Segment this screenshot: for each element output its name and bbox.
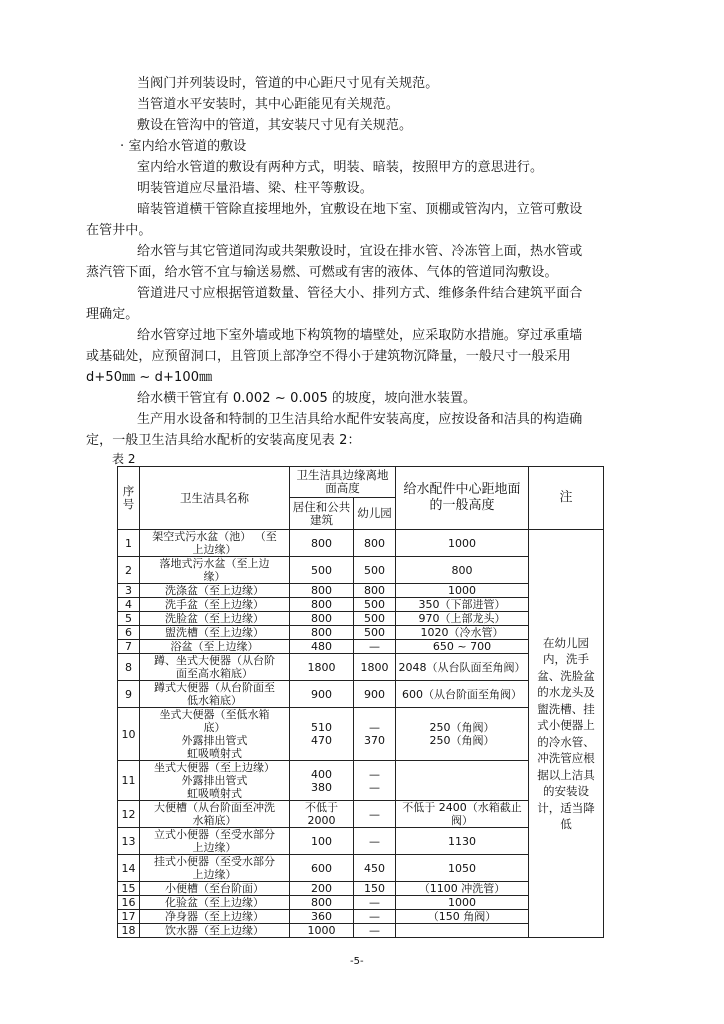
cell-kindergarten-height: — xyxy=(354,801,396,828)
cell-kindergarten-height: 500 xyxy=(354,598,396,612)
cell-residential-height: 900 xyxy=(290,681,354,708)
cell-fixture-name: 落地式污水盆（至上边 缘） xyxy=(140,557,290,584)
paragraph-line: 在管井中。 xyxy=(86,223,152,238)
cell-fitting-height: 1000 xyxy=(396,584,529,598)
table-caption: 表 2 xyxy=(112,452,136,466)
cell-seq: 13 xyxy=(118,828,140,855)
paragraph-line: 室内给水管道的敷设有两种方式，明装、暗装，按照甲方的意思进行。 xyxy=(137,160,544,175)
paragraph-line: 当管道水平安装时，其中心距能见有关规范。 xyxy=(137,97,400,112)
cell-fitting-height: 1050 xyxy=(396,855,529,882)
section-heading: · 室内给水管道的敷设 xyxy=(120,139,247,154)
cell-residential-height: 400 380 xyxy=(290,761,354,801)
paragraph-line: 生产用水设备和特制的卫生洁具给水配件安装高度，应按设备和洁具的构造确 xyxy=(137,412,583,427)
cell-fixture-name: 小便槽（至台阶面） xyxy=(140,882,290,896)
cell-kindergarten-height: 500 xyxy=(354,612,396,626)
cell-residential-height: 1800 xyxy=(290,654,354,681)
cell-residential-height: 360 xyxy=(290,910,354,924)
cell-fixture-name: 坐式大便器（至低水箱 底） 外露排出管式 虹吸喷射式 xyxy=(140,708,290,761)
cell-residential-height: 500 xyxy=(290,557,354,584)
fixture-height-table xyxy=(117,466,604,938)
cell-kindergarten-height: — xyxy=(354,924,396,938)
cell-kindergarten-height: — xyxy=(354,910,396,924)
cell-residential-height: 200 xyxy=(290,882,354,896)
cell-kindergarten-height: — xyxy=(354,828,396,855)
paragraph-line: 蒸汽管下面，给水管不宜与输送易燃、可燃或有害的液体、气体的管道同沟敷设。 xyxy=(86,265,558,280)
cell-seq: 15 xyxy=(118,882,140,896)
cell-fixture-name: 饮水器（至上边缘） xyxy=(140,924,290,938)
cell-fitting-height: 650 ~ 700 xyxy=(396,640,529,654)
cell-fitting-height xyxy=(396,924,529,938)
cell-fitting-height: （150 角阀） xyxy=(396,910,529,924)
cell-fitting-height: 970（上部龙头） xyxy=(396,612,529,626)
cell-seq: 5 xyxy=(118,612,140,626)
paragraph-line: 当阀门并列装设时，管道的中心距尺寸见有关规范。 xyxy=(137,76,439,91)
cell-seq: 16 xyxy=(118,896,140,910)
cell-seq: 2 xyxy=(118,557,140,584)
cell-fitting-height: 不低于 2400（水箱截止阀） xyxy=(396,801,529,828)
cell-seq: 7 xyxy=(118,640,140,654)
cell-fixture-name: 蹲、坐式大便器（从台阶 面至高水箱底） xyxy=(140,654,290,681)
paragraph-line: 暗装管道横干管除直接埋地外，宜敷设在地下室、顶棚或管沟内，立管可敷设 xyxy=(137,202,583,217)
paragraph-line: 管道进尺寸应根据管道数量、管径大小、排列方式、维修条件结合建筑平面合 xyxy=(137,286,583,301)
header-note: 注 xyxy=(529,467,604,530)
cell-residential-height: 800 xyxy=(290,584,354,598)
paragraph-line: 定，一般卫生洁具给水配析的安装高度见表 2： xyxy=(86,433,361,448)
cell-kindergarten-height: — — xyxy=(354,761,396,801)
cell-residential-height: 不低于 2000 xyxy=(290,801,354,828)
cell-kindergarten-height: 800 xyxy=(354,530,396,557)
cell-kindergarten-height: — 370 xyxy=(354,708,396,761)
cell-residential-height: 800 xyxy=(290,598,354,612)
cell-seq: 4 xyxy=(118,598,140,612)
page-number: -5- xyxy=(350,956,364,967)
cell-residential-height: 1000 xyxy=(290,924,354,938)
cell-seq: 18 xyxy=(118,924,140,938)
cell-fixture-name: 化验盆（至上边缘） xyxy=(140,896,290,910)
cell-residential-height: 800 xyxy=(290,626,354,640)
cell-fitting-height: 350（下部进管） xyxy=(396,598,529,612)
paragraph-line: 给水横干管宜有 0.002 ~ 0.005 的坡度，坡向泄水装置。 xyxy=(137,391,477,406)
paragraph-line: d+50㎜ ~ d+100㎜ xyxy=(86,370,213,385)
cell-residential-height: 800 xyxy=(290,530,354,557)
cell-seq: 10 xyxy=(118,708,140,761)
cell-seq: 3 xyxy=(118,584,140,598)
cell-fitting-height xyxy=(396,761,529,801)
cell-kindergarten-height: 500 xyxy=(354,557,396,584)
cell-fitting-height: 800 xyxy=(396,557,529,584)
cell-residential-height: 600 xyxy=(290,855,354,882)
cell-kindergarten-height: 800 xyxy=(354,584,396,598)
cell-seq: 11 xyxy=(118,761,140,801)
cell-fixture-name: 洗手盆（至上边缘） xyxy=(140,598,290,612)
cell-fixture-name: 架空式污水盆（池） （至 上边缘） xyxy=(140,530,290,557)
cell-residential-height: 100 xyxy=(290,828,354,855)
header-kindergarten: 幼儿园 xyxy=(354,498,396,530)
cell-kindergarten-height: 150 xyxy=(354,882,396,896)
paragraph-line: 明装管道应尽量沿墙、梁、柱平等敷设。 xyxy=(137,181,373,196)
cell-fitting-height: （1100 冲洗管） xyxy=(396,882,529,896)
cell-fixture-name: 洗涤盆（至上边缘） xyxy=(140,584,290,598)
cell-fixture-name: 净身器（至上边缘） xyxy=(140,910,290,924)
cell-residential-height: 800 xyxy=(290,612,354,626)
cell-kindergarten-height: 500 xyxy=(354,626,396,640)
header-residential: 居住和公共建筑 xyxy=(290,498,354,530)
cell-seq: 6 xyxy=(118,626,140,640)
cell-residential-height: 800 xyxy=(290,896,354,910)
table-row xyxy=(118,530,604,557)
cell-seq: 9 xyxy=(118,681,140,708)
cell-seq: 1 xyxy=(118,530,140,557)
paragraph-line: 给水管穿过地下室外墙或地下构筑物的墙壁处，应采取防水措施。穿过承重墙 xyxy=(137,328,583,343)
paragraph-line: 敷设在管沟中的管道，其安装尺寸见有关规范。 xyxy=(137,118,413,133)
cell-seq: 17 xyxy=(118,910,140,924)
cell-fixture-name: 洗脸盆（至上边缘） xyxy=(140,612,290,626)
cell-kindergarten-height: — xyxy=(354,640,396,654)
cell-fitting-height: 250（角阀） 250（角阀） xyxy=(396,708,529,761)
cell-seq: 14 xyxy=(118,855,140,882)
cell-kindergarten-height: — xyxy=(354,896,396,910)
cell-residential-height: 480 xyxy=(290,640,354,654)
cell-fitting-height: 600（从台阶面至角阀） xyxy=(396,681,529,708)
header-fixture-name: 卫生洁具名称 xyxy=(140,467,290,530)
cell-fitting-height: 1000 xyxy=(396,530,529,557)
cell-fitting-height: 1020（冷水管） xyxy=(396,626,529,640)
cell-residential-height: 510 470 xyxy=(290,708,354,761)
paragraph-line: 或基础处，应预留洞口，且管顶上部净空不得小于建筑物沉降量，一般尺寸一般采用 xyxy=(86,349,571,364)
cell-note: 在幼儿园内，洗手盆、洗脸盆的水龙头及盥洗槽、挂式小便器上的冷水管、冲洗管应根据以上洁具的安装设计，适当降低 xyxy=(529,530,604,938)
paragraph-line: 给水管与其它管道同沟或共架敷设时，宜设在排水管、冷冻管上面，热水管或 xyxy=(137,244,583,259)
cell-kindergarten-height: 900 xyxy=(354,681,396,708)
cell-kindergarten-height: 1800 xyxy=(354,654,396,681)
cell-fixture-name: 立式小便器（至受水部分 上边缘） xyxy=(140,828,290,855)
header-fitting-height: 给水配件中心距地面的一般高度 xyxy=(396,467,529,530)
cell-fixture-name: 蹲式大便器（从台阶面至 低水箱底） xyxy=(140,681,290,708)
cell-fitting-height: 1000 xyxy=(396,896,529,910)
cell-fitting-height: 2048（从台队面至角阀） xyxy=(396,654,529,681)
cell-fixture-name: 大便槽（从台阶面至冲洗 水箱底） xyxy=(140,801,290,828)
cell-fixture-name: 坐式大便器（至上边缘） 外露排出管式 虹吸喷射式 xyxy=(140,761,290,801)
cell-seq: 8 xyxy=(118,654,140,681)
cell-fixture-name: 盥洗槽（至上边缘） xyxy=(140,626,290,640)
header-edge-height: 卫生洁具边缘离地面高度 xyxy=(290,467,396,498)
cell-fitting-height: 1130 xyxy=(396,828,529,855)
paragraph-line: 理确定。 xyxy=(86,307,139,322)
cell-seq: 12 xyxy=(118,801,140,828)
cell-fixture-name: 挂式小便器（至受水部分 上边缘） xyxy=(140,855,290,882)
cell-fixture-name: 浴盆（至上边缘） xyxy=(140,640,290,654)
header-seq: 序号 xyxy=(118,467,140,530)
cell-kindergarten-height: 450 xyxy=(354,855,396,882)
